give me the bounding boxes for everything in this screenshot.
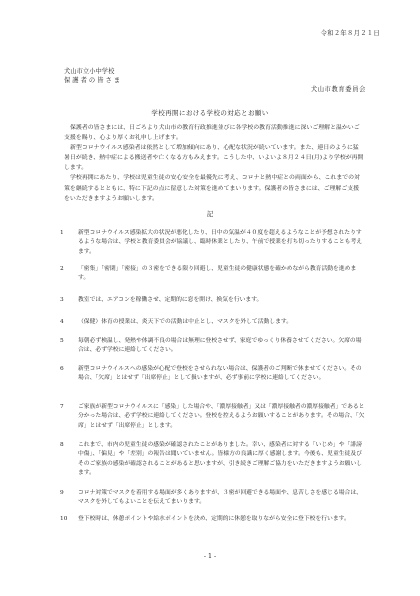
item-number: 2: [60, 266, 64, 272]
item-number: 1: [60, 230, 64, 236]
item-text: 新型コロナウイルス感染拡大の状況が悪化したり、日中の気温が４０度を超えるようなことが予想されたりするような場合は、学校と教育委員会が協議し、臨時休業としたり、午前で授業を打ち切ったりすることも考えます。: [78, 230, 363, 255]
item-text: 新型コロナウイルスへの感染が心配で登校をさせられない場合は、保護者のご判断で休ませてください。その場合、「欠席」とはせず「出席停止」として扱いますが、必ず事前に学校に連絡してください。: [78, 366, 362, 382]
list-item: [60, 441, 366, 478]
list-item: [60, 489, 366, 508]
recipient-guardians: 保 護 者 の 皆 さ ま: [64, 77, 121, 84]
item-number: 8: [60, 442, 64, 448]
ki-heading: 記: [206, 210, 214, 218]
item-text: ご家族が新型コロナウイルスに「感染」した場合や、「濃厚接触者」又は「濃厚接触者の濃厚接触者」であると分かった場合は、必ず学校に連絡してください。登校を控えるようお願いすることがあります。その場合、「欠席」とはせず「出席停止」とします。: [78, 404, 365, 429]
list-item: [60, 229, 366, 257]
item-text: 登下校時は、休憩ポイントや給水ポイントを決め、定期的に休憩を取りながら安全に登下校を行います。: [78, 516, 350, 522]
item-number: 10: [60, 516, 68, 522]
list-item: [60, 365, 366, 384]
intro-paragraph: 保護者の皆さまには、日ごろより犬山市の教育行政推進並びに各学校の教育活動推進に深いご理解と温かいご支援を賜り、心より厚くお礼申し上げます。: [64, 125, 360, 142]
list-item: [60, 265, 366, 284]
list-item: [60, 296, 366, 305]
item-text: （保健）体育の授業は、炎天下での活動は中止とし、マスクを外して活動します。: [78, 319, 293, 325]
list-item: [60, 337, 366, 356]
intro-paragraph: 学校再開にあたり、学校は児童生徒の安心安全を最優先に考え、コロナと熱中症との両面から、これまでの対策を継続するとともに、特に下記の点に留意した対策を進めてまいります。保護者の皆さまには、ご理解ご支援をいただきますようお願いします。: [64, 175, 360, 202]
list-item: [60, 403, 366, 431]
item-text: コロナ対策でマスクを着用する場面が多くありますが、３密が回避できる場面や、息苦しさを感じる場合は、マスクを外してもよいことを伝えてまいります。: [78, 490, 362, 506]
recipient-block: [64, 67, 120, 85]
item-number: 9: [60, 490, 64, 496]
intro-section: [64, 123, 364, 204]
document-date: 令和２年８月２１日: [320, 30, 380, 37]
item-number: 4: [60, 319, 64, 325]
item-text: 毎朝必ず検温し、発熱や体調不良の場合は無理に登校させず、家庭でゆっくり休養させてください。欠席の場合は、必ず学校に連絡してください。: [78, 338, 362, 354]
item-text: これまで、市内の児童生徒の感染が確認されたことがありました。幸い、感染者に対する「いじめ」や「誹謗中傷」、「偏見」や「差別」の報告は聞いていません。皆様方の良識に厚く感謝します。今後も、児童生徒及びそのご家族の感染が確認されることがあると思いますが、引き続きご理解ご協力をいただきますようお願いします。: [78, 442, 363, 476]
document-title: 学校再開における学校の対応とお願い: [151, 109, 269, 117]
page-number: - 1 -: [203, 553, 217, 560]
item-number: 7: [60, 404, 64, 410]
list-item: [60, 515, 366, 524]
sender: 犬山市教育委員会: [310, 86, 366, 93]
intro-paragraph: 新型コロナウイルス感染者は依然として増加傾向にあり、心配な状況が続いています。また、連日のように猛暑日が続き、熱中症による搬送者や亡くなる方もみえます。こうした中、いよいよ８月２４日(月)より学校が再開します。: [64, 145, 364, 172]
item-text: 「密集」「密閉」「密接」の３密をできる限り回避し、児童生徒の健康状態を確かめながら教育活動を進めます。: [78, 266, 357, 282]
item-text: 教室では、エアコンを稼働させ、定期的に窓を開け、換気を行います。: [78, 297, 263, 303]
recipient-school: 犬山市立小中学校: [64, 68, 115, 75]
item-number: 6: [60, 366, 64, 372]
list-item: [60, 318, 366, 327]
item-number: 5: [60, 338, 64, 344]
item-number: 3: [60, 297, 64, 303]
